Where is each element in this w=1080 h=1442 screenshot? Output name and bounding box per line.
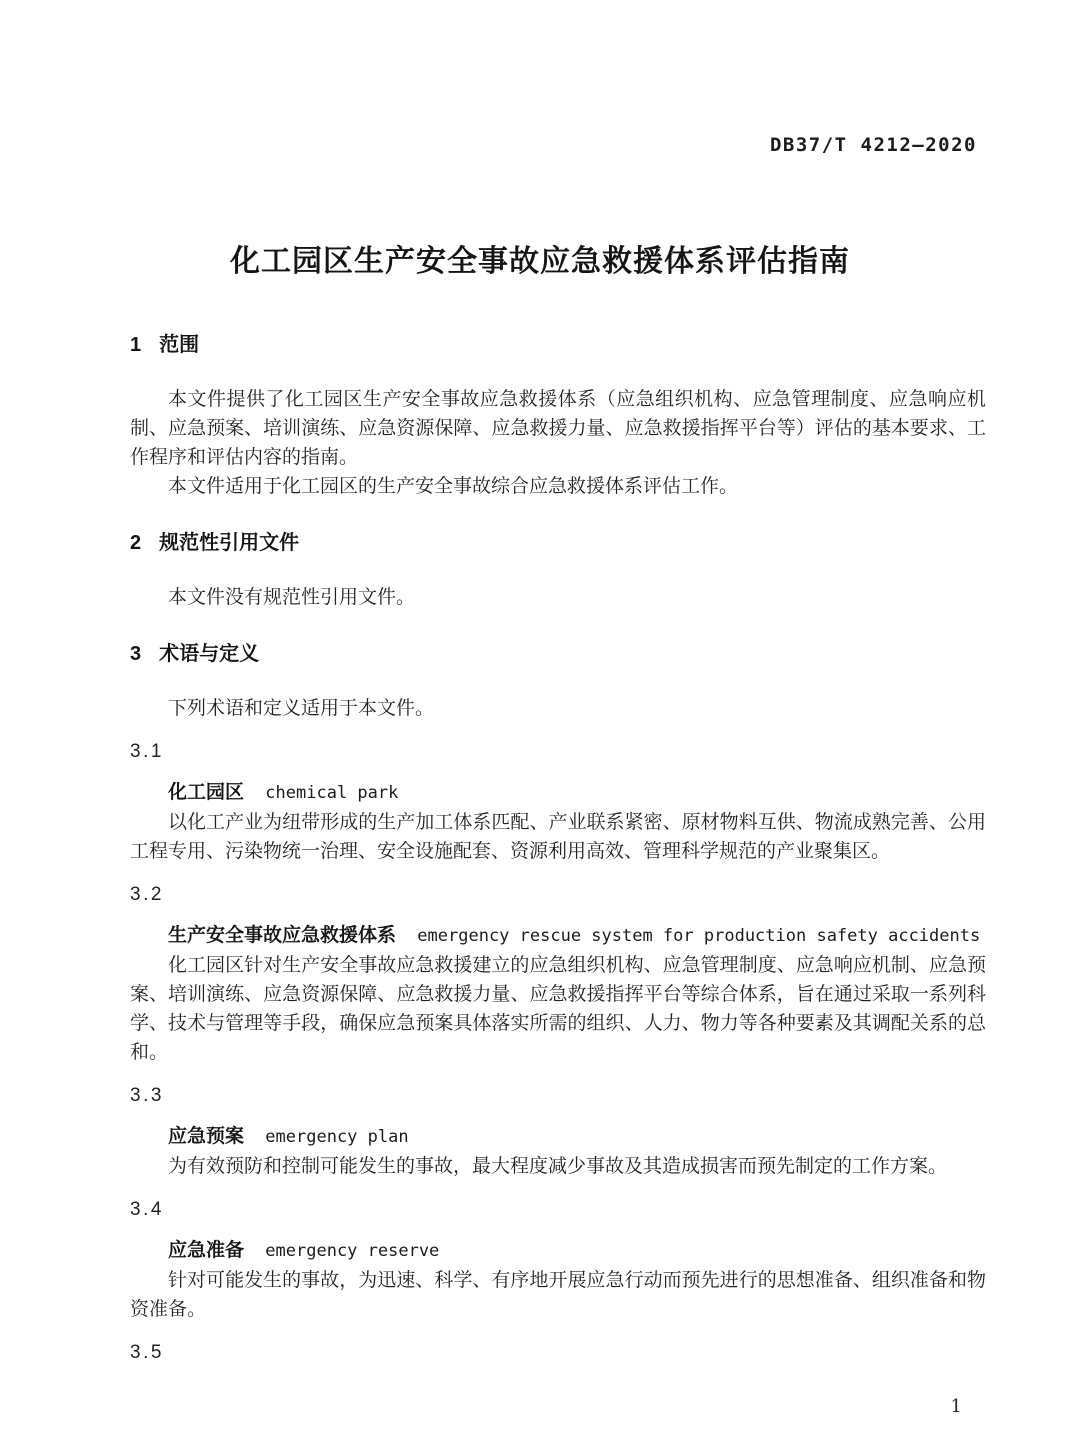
term-definition: 为有效预防和控制可能发生的事故，最大程度减少事故及其造成损害而预先制定的工作方案。 [168,1156,948,1177]
term-name-zh: 化工园区 [168,782,245,803]
term-number: 3.5 [130,1342,164,1363]
section-3-heading [130,642,986,666]
term-definition: 化工园区针对生产安全事故应急救援建立的应急组织机构、应急管理制度、应急响应机制、应急预案、培训演练、应急资源保障、应急救援力量、应急救援指挥平台等综合体系，旨在通过采取一系列科学、技术与管理等手段，确保应急预案具体落实所需的组织、人力、物力等各种要素及其调配关系的总和。 [130,955,986,1063]
term-name-en: emergency reserve [265,1241,440,1261]
section-1-paragraph: 本文件适用于化工园区的生产安全事故综合应急救援体系评估工作。 [168,476,739,497]
section-title: 范围 [159,334,200,356]
term-number: 3.4 [130,1199,164,1220]
term-name-en: emergency rescue system for production safety accidents [417,926,981,946]
section-title: 规范性引用文件 [159,532,300,554]
document-title: 化工园区生产安全事故应急救援体系评估指南 [230,245,850,278]
section-number: 1 [130,334,142,356]
term-heading [130,1236,986,1266]
term-number: 3.2 [130,884,164,905]
term-number: 3.3 [130,1085,164,1106]
section-2-paragraph: 本文件没有规范性引用文件。 [168,587,416,608]
term-definition: 以化工产业为纽带形成的生产加工体系匹配、产业联系紧密、原材物料互供、物流成熟完善、公用工程专用、污染物统一治理、安全设施配套、资源利用高效、管理科学规范的产业聚集区。 [130,812,986,862]
term-heading [130,921,986,951]
standard-number: DB37/T 4212—2020 [769,134,977,156]
section-number: 3 [130,643,142,665]
term-definition: 针对可能发生的事故，为迅速、科学、有序地开展应急行动而预先进行的思想准备、组织准备和物资准备。 [130,1270,986,1320]
section-title: 术语与定义 [159,643,260,665]
section-3-intro: 下列术语和定义适用于本文件。 [168,698,435,719]
term-number: 3.1 [130,741,164,762]
section-1-paragraph: 本文件提供了化工园区生产安全事故应急救援体系（应急组织机构、应急管理制度、应急响应机制、应急预案、培训演练、应急资源保障、应急救援力量、应急救援指挥平台等）评估的基本要求、工作程序和评估内容的指南。 [130,389,986,468]
page-number: 1 [950,1396,962,1417]
term-name-en: chemical park [265,783,399,803]
section-2-heading [130,531,986,555]
term-heading [130,1122,986,1152]
term-name-zh: 应急准备 [168,1240,245,1261]
term-name-zh: 生产安全事故应急救援体系 [168,925,397,946]
section-1-heading [130,333,986,357]
section-number: 2 [130,532,142,554]
document-body [130,333,986,1367]
term-name-en: emergency plan [265,1127,409,1147]
term-name-zh: 应急预案 [168,1126,245,1147]
term-heading [130,778,986,808]
